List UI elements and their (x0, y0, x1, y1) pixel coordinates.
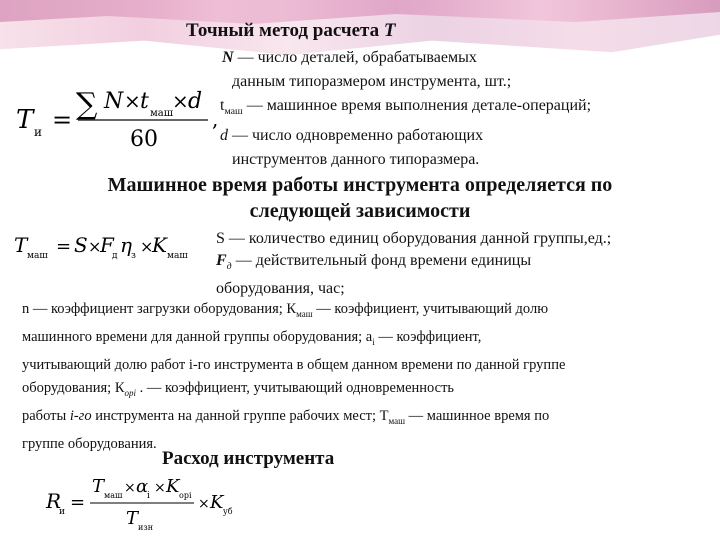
formula1-sum: ∑ (76, 87, 98, 122)
formula3-lhs-sub: и (59, 507, 65, 517)
page-title (186, 20, 396, 42)
paragraph-line2: машинного времени для данной группы оборудования; $a_i$ — коэффициент, (22, 328, 482, 347)
formula-tool-count (14, 82, 219, 154)
formula1-denominator: 60 (130, 127, 158, 152)
paragraph-line4: оборудования; $К_{орi}$ . — коэффициент, учитывающий одновременность (22, 379, 455, 398)
paragraph-line5: работы i-го инструмента на данной группе рабочих мест; $Т_{маш}$ — машинное время по (22, 407, 550, 426)
formula2-K-sub: маш (167, 251, 188, 261)
formula2-eta: η (120, 233, 132, 257)
formula3-times3: × (198, 496, 210, 512)
formula3-num-T-sub: маш (104, 491, 123, 500)
formula3-K-sub: орi (179, 491, 192, 500)
def-N-line2: данным типоразмером инструмента, шт.; (232, 73, 512, 90)
svg-text:=: = (52, 106, 73, 134)
def-F-line: $F_д$ — действительный фонд времени единицы (216, 252, 532, 273)
formula1-N: N (104, 89, 124, 114)
formula2-K: K (152, 233, 167, 257)
definitions-block-2 (216, 228, 716, 300)
formula-machine-time (12, 230, 212, 264)
coefficients-paragraph (22, 298, 706, 456)
definitions-block-1 (220, 48, 700, 170)
paragraph-line6: группе оборудования. (22, 435, 157, 452)
formula1-t: t (140, 89, 149, 114)
formula2-S: S (74, 233, 88, 257)
formula3-alpha-sub: i (147, 491, 150, 501)
formula1-t-sub: маш (150, 108, 174, 119)
formula-tool-consumption (44, 470, 274, 534)
formula2-F-sub: д (112, 251, 118, 261)
formula1-lhs: T (16, 105, 34, 135)
page-title-variable: T (383, 20, 396, 41)
formula2-eq: = (56, 236, 72, 257)
def-S-line: S — количество единиц оборудования данной группы,ед.; (216, 230, 612, 247)
formula1-lhs-sub: и (34, 125, 42, 139)
formula1-times2: × (172, 89, 189, 113)
formula2-times1: × (88, 237, 102, 256)
formula3-times1: × (124, 480, 136, 496)
formula3-K2-sub: уб (223, 507, 233, 516)
formula3-num-T: T (92, 476, 105, 497)
formula1-comma: , (212, 107, 219, 131)
formula1-d: d (188, 89, 203, 114)
section-heading-line2: следующей зависимости (249, 200, 471, 222)
formula3-times2: × (154, 480, 166, 496)
def-F-line2: оборудования, час; (216, 280, 345, 298)
formula3-K2: K (210, 492, 224, 513)
def-N-line: N — число деталей, обрабатываемых (222, 49, 477, 66)
formula1-times1: × (124, 89, 141, 113)
formula2-F: F (100, 233, 114, 257)
formula2-lhs-sub: маш (27, 251, 48, 261)
paragraph-line3: учитывающий долю работ i-го инструмента в общем данном времени по данной группе (22, 356, 566, 373)
paragraph-line1: n — коэффициент загрузки оборудования; $К_{маш}$ — коэффициент, учитывающий долю (22, 301, 549, 319)
section-heading-machine-time (40, 174, 680, 223)
page-title-text: Точный метод расчета (186, 20, 380, 41)
formula2-lhs: T (14, 233, 28, 257)
def-d-line: d — число одновременно работающих (220, 127, 484, 145)
formula3-K: K (166, 476, 180, 497)
section-heading-tool-consumption: Расход инструмента (162, 448, 335, 469)
formula3-lhs: R (46, 489, 62, 513)
formula3-alpha: α (136, 476, 149, 497)
formula3-den-T-sub: изн (138, 523, 154, 532)
def-d-line2: инструментов данного типоразмера. (232, 151, 480, 169)
def-t-line: $t_{маш}$ — машинное время выполнения детале-операций; (220, 97, 592, 118)
formula2-eta-sub: з (131, 251, 136, 261)
formula2-times2: × (140, 237, 154, 256)
formula3-eq: = (70, 492, 86, 513)
formula3-den-T: T (126, 508, 139, 529)
section-heading-line1: Машинное время работы инструмента определяется по (107, 174, 613, 196)
